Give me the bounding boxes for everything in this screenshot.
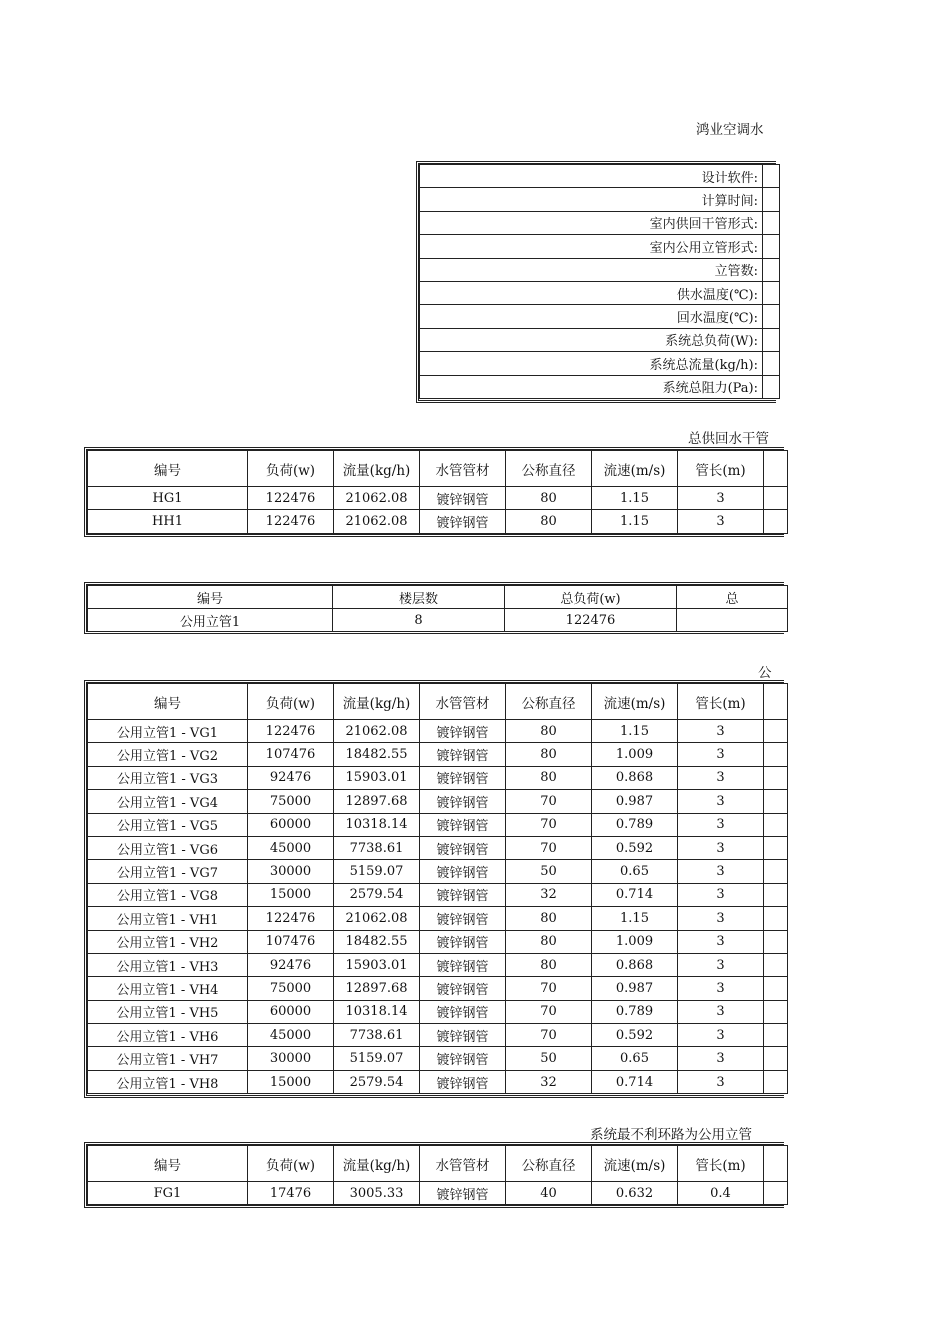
table-cell: 3	[678, 813, 764, 836]
info-row	[420, 165, 780, 188]
table-cell: 0.632	[592, 1182, 678, 1205]
table-cell	[764, 1182, 788, 1205]
table-cell	[764, 813, 788, 836]
table-cell	[764, 1047, 788, 1070]
column-header: 公称直径	[506, 684, 592, 720]
column-header: 管长(m)	[678, 1146, 764, 1182]
worst-loop-box	[84, 1142, 784, 1208]
table-cell	[764, 953, 788, 976]
table-cell: 3	[678, 743, 764, 766]
table-cell: 122476	[248, 487, 334, 510]
table-cell: 80	[506, 953, 592, 976]
table-cell: 1.009	[592, 930, 678, 953]
table-cell: 0.714	[592, 1070, 678, 1093]
table-cell: 5159.07	[334, 860, 420, 883]
table-cell: 21062.08	[334, 487, 420, 510]
table-cell	[764, 977, 788, 1000]
table-cell: 公用立管1 - VG5	[88, 813, 248, 836]
table-cell	[764, 1024, 788, 1047]
info-label: 系统总流量(kg/h):	[420, 352, 763, 375]
table-cell: 2579.54	[334, 883, 420, 906]
table-cell: 1.009	[592, 743, 678, 766]
table-cell: 1.15	[592, 510, 678, 533]
table-cell	[764, 510, 788, 533]
table-cell: 32	[506, 1070, 592, 1093]
table-row	[88, 953, 788, 976]
column-header	[764, 451, 788, 487]
table-cell: 10318.14	[334, 813, 420, 836]
info-value	[763, 211, 780, 234]
riser-pipes-box	[84, 680, 784, 1098]
table-cell: 公用立管1 - VH2	[88, 930, 248, 953]
table-cell: 镀锌钢管	[420, 860, 506, 883]
table-cell: 0.714	[592, 883, 678, 906]
info-label: 室内供回干管形式:	[420, 211, 763, 234]
table-cell	[764, 743, 788, 766]
table-cell: 7738.61	[334, 1024, 420, 1047]
info-value	[763, 328, 780, 351]
table-cell: 75000	[248, 977, 334, 1000]
table-cell: 18482.55	[334, 930, 420, 953]
table-row	[88, 860, 788, 883]
table-cell: 公用立管1 - VH6	[88, 1024, 248, 1047]
table-cell: 镀锌钢管	[420, 720, 506, 743]
system-info-box	[416, 161, 776, 403]
table-cell: 122476	[248, 510, 334, 533]
table-cell: 3	[678, 860, 764, 883]
table-cell: 3	[678, 1000, 764, 1023]
table-cell	[764, 930, 788, 953]
table-cell: 17476	[248, 1182, 334, 1205]
table-cell: 镀锌钢管	[420, 743, 506, 766]
table-cell	[764, 836, 788, 859]
table-cell: 3005.33	[334, 1182, 420, 1205]
column-header: 管长(m)	[678, 451, 764, 487]
table-cell: 镀锌钢管	[420, 977, 506, 1000]
table-cell: 60000	[248, 1000, 334, 1023]
table-cell: 0.4	[678, 1182, 764, 1205]
table-cell: 0.789	[592, 1000, 678, 1023]
table-cell: 镀锌钢管	[420, 930, 506, 953]
table-cell: 2579.54	[334, 1070, 420, 1093]
table-cell: 镀锌钢管	[420, 813, 506, 836]
table-cell: 镀锌钢管	[420, 766, 506, 789]
table-row	[88, 977, 788, 1000]
table-cell: 0.789	[592, 813, 678, 836]
table-cell: 40	[506, 1182, 592, 1205]
system-info-table	[419, 164, 780, 399]
table-cell	[764, 1000, 788, 1023]
table-cell	[764, 883, 788, 906]
table-cell: 镀锌钢管	[420, 953, 506, 976]
table-row	[88, 609, 788, 632]
table-cell: 公用立管1 - VH5	[88, 1000, 248, 1023]
column-header: 总	[677, 586, 788, 609]
table-row	[88, 1070, 788, 1093]
table-cell: 0.987	[592, 977, 678, 1000]
info-value	[763, 258, 780, 281]
table-cell: 公用立管1 - VG2	[88, 743, 248, 766]
column-header: 流速(m/s)	[592, 451, 678, 487]
riser-pipes-table	[87, 683, 788, 1094]
table-cell: 15000	[248, 1070, 334, 1093]
table-cell: 镀锌钢管	[420, 836, 506, 859]
table-cell: 3	[678, 790, 764, 813]
table-cell: 12897.68	[334, 977, 420, 1000]
column-header: 负荷(w)	[248, 1146, 334, 1182]
info-row	[420, 281, 780, 304]
table-cell: 122476	[505, 609, 677, 632]
column-header: 流量(kg/h)	[334, 451, 420, 487]
info-row	[420, 258, 780, 281]
info-label: 立管数:	[420, 258, 763, 281]
table-cell: 80	[506, 487, 592, 510]
table-cell: 公用立管1 - VG4	[88, 790, 248, 813]
info-value	[763, 188, 780, 211]
info-value	[763, 352, 780, 375]
column-header: 水管管材	[420, 451, 506, 487]
table-cell: 镀锌钢管	[420, 1000, 506, 1023]
table-cell: 3	[678, 1070, 764, 1093]
table-cell: 122476	[248, 907, 334, 930]
table-cell	[764, 720, 788, 743]
info-row	[420, 305, 780, 328]
info-row	[420, 211, 780, 234]
column-header: 公称直径	[506, 1146, 592, 1182]
info-value	[763, 281, 780, 304]
table-cell: 30000	[248, 860, 334, 883]
table-cell: 107476	[248, 930, 334, 953]
table-cell: 5159.07	[334, 1047, 420, 1070]
table-row	[88, 1182, 788, 1205]
table-cell: 镀锌钢管	[420, 1182, 506, 1205]
riser-summary-box	[84, 582, 784, 634]
column-header: 负荷(w)	[248, 451, 334, 487]
table-cell: 15000	[248, 883, 334, 906]
report-title: 鸿业空调水	[696, 122, 764, 138]
table-row	[88, 487, 788, 510]
table-row	[88, 1024, 788, 1047]
table-cell: HG1	[88, 487, 248, 510]
info-label: 系统总阻力(Pa):	[420, 375, 763, 398]
table-cell: 80	[506, 510, 592, 533]
table-cell: 70	[506, 790, 592, 813]
column-header: 流速(m/s)	[592, 684, 678, 720]
table-cell: FG1	[88, 1182, 248, 1205]
table-cell: 0.65	[592, 1047, 678, 1070]
table-row	[88, 766, 788, 789]
table-cell: 80	[506, 930, 592, 953]
table-cell: 0.592	[592, 836, 678, 859]
table-cell: 0.592	[592, 1024, 678, 1047]
column-header: 总负荷(w)	[505, 586, 677, 609]
table-cell: 92476	[248, 766, 334, 789]
table-row	[88, 790, 788, 813]
table-cell: 70	[506, 977, 592, 1000]
info-value	[763, 375, 780, 398]
table-cell: 3	[678, 907, 764, 930]
table-cell: 1.15	[592, 720, 678, 743]
table-cell: 32	[506, 883, 592, 906]
info-row	[420, 375, 780, 398]
table-cell: 1.15	[592, 907, 678, 930]
column-header: 编号	[88, 451, 248, 487]
main-pipe-table	[87, 450, 788, 534]
table-cell: 80	[506, 907, 592, 930]
table-cell: 0.987	[592, 790, 678, 813]
table-cell: 21062.08	[334, 510, 420, 533]
column-header: 编号	[88, 684, 248, 720]
table-cell	[677, 609, 788, 632]
column-header: 公称直径	[506, 451, 592, 487]
table-row	[88, 743, 788, 766]
table-cell	[764, 860, 788, 883]
table-cell: 70	[506, 813, 592, 836]
table-cell: 3	[678, 766, 764, 789]
table-cell	[764, 907, 788, 930]
table-cell: 镀锌钢管	[420, 510, 506, 533]
table-cell: 公用立管1 - VG1	[88, 720, 248, 743]
column-header: 流量(kg/h)	[334, 684, 420, 720]
column-header	[764, 684, 788, 720]
info-label: 设计软件:	[420, 165, 763, 188]
table-cell: 70	[506, 1024, 592, 1047]
table-cell: 45000	[248, 836, 334, 859]
column-header	[764, 1146, 788, 1182]
table-cell: 镀锌钢管	[420, 883, 506, 906]
table-cell: 75000	[248, 790, 334, 813]
table-cell: 18482.55	[334, 743, 420, 766]
worst-loop-table	[87, 1145, 788, 1205]
table-cell: 3	[678, 930, 764, 953]
table-cell: 30000	[248, 1047, 334, 1070]
table-cell: 21062.08	[334, 720, 420, 743]
table-cell: 3	[678, 510, 764, 533]
info-row	[420, 188, 780, 211]
table-cell: 0.65	[592, 860, 678, 883]
table-cell: 45000	[248, 1024, 334, 1047]
table-cell: 公用立管1	[88, 609, 333, 632]
table-cell: 12897.68	[334, 790, 420, 813]
table-cell: 公用立管1 - VG6	[88, 836, 248, 859]
table-cell: 公用立管1 - VH8	[88, 1070, 248, 1093]
table-cell: 公用立管1 - VH1	[88, 907, 248, 930]
info-label: 供水温度(℃):	[420, 281, 763, 304]
column-header: 水管管材	[420, 684, 506, 720]
table-cell: 3	[678, 977, 764, 1000]
table-cell: 3	[678, 487, 764, 510]
table-row	[88, 813, 788, 836]
info-row	[420, 235, 780, 258]
table-cell: 10318.14	[334, 1000, 420, 1023]
column-header: 水管管材	[420, 1146, 506, 1182]
table-cell: 15903.01	[334, 766, 420, 789]
table-cell: 公用立管1 - VH7	[88, 1047, 248, 1070]
table-cell: 3	[678, 883, 764, 906]
table-cell: 镀锌钢管	[420, 790, 506, 813]
table-row	[88, 907, 788, 930]
table-cell: 镀锌钢管	[420, 487, 506, 510]
table-cell	[764, 1070, 788, 1093]
riser-pipes-caption: 公	[758, 665, 772, 681]
table-cell: 镀锌钢管	[420, 907, 506, 930]
table-cell: 镀锌钢管	[420, 1024, 506, 1047]
table-cell: 107476	[248, 743, 334, 766]
table-row	[88, 720, 788, 743]
info-label: 计算时间:	[420, 188, 763, 211]
table-cell: 公用立管1 - VG8	[88, 883, 248, 906]
table-cell: 80	[506, 743, 592, 766]
table-cell: 3	[678, 1024, 764, 1047]
table-cell: 60000	[248, 813, 334, 836]
table-row	[88, 883, 788, 906]
column-header: 编号	[88, 586, 333, 609]
main-pipe-caption: 总供回水干管	[688, 431, 769, 447]
column-header: 楼层数	[333, 586, 505, 609]
table-cell: 50	[506, 860, 592, 883]
riser-summary-table	[87, 585, 788, 632]
table-cell: 7738.61	[334, 836, 420, 859]
table-cell: 公用立管1 - VG3	[88, 766, 248, 789]
info-label: 室内公用立管形式:	[420, 235, 763, 258]
table-cell: 80	[506, 766, 592, 789]
column-header: 负荷(w)	[248, 684, 334, 720]
table-cell: 8	[333, 609, 505, 632]
table-cell: 92476	[248, 953, 334, 976]
table-row	[88, 836, 788, 859]
table-row	[88, 1047, 788, 1070]
worst-loop-caption: 系统最不利环路为公用立管	[590, 1127, 752, 1143]
column-header: 管长(m)	[678, 684, 764, 720]
info-label: 回水温度(℃):	[420, 305, 763, 328]
table-cell: 70	[506, 836, 592, 859]
table-row	[88, 930, 788, 953]
table-cell: 3	[678, 720, 764, 743]
table-cell: 公用立管1 - VG7	[88, 860, 248, 883]
column-header: 流速(m/s)	[592, 1146, 678, 1182]
table-cell: 公用立管1 - VH3	[88, 953, 248, 976]
table-cell: 1.15	[592, 487, 678, 510]
table-cell: 3	[678, 1047, 764, 1070]
table-cell: HH1	[88, 510, 248, 533]
table-cell	[764, 487, 788, 510]
main-pipe-box	[84, 447, 784, 537]
table-row	[88, 1000, 788, 1023]
table-cell: 0.868	[592, 766, 678, 789]
table-cell	[764, 766, 788, 789]
column-header: 流量(kg/h)	[334, 1146, 420, 1182]
table-cell: 15903.01	[334, 953, 420, 976]
table-cell: 0.868	[592, 953, 678, 976]
table-cell: 镀锌钢管	[420, 1047, 506, 1070]
table-cell: 80	[506, 720, 592, 743]
info-row	[420, 352, 780, 375]
table-cell: 122476	[248, 720, 334, 743]
table-row	[88, 510, 788, 533]
info-label: 系统总负荷(W):	[420, 328, 763, 351]
table-cell: 21062.08	[334, 907, 420, 930]
table-cell: 70	[506, 1000, 592, 1023]
info-value	[763, 165, 780, 188]
info-value	[763, 305, 780, 328]
table-cell: 50	[506, 1047, 592, 1070]
table-cell: 3	[678, 953, 764, 976]
column-header: 编号	[88, 1146, 248, 1182]
table-cell: 镀锌钢管	[420, 1070, 506, 1093]
table-cell: 3	[678, 836, 764, 859]
table-cell	[764, 790, 788, 813]
info-value	[763, 235, 780, 258]
table-cell: 公用立管1 - VH4	[88, 977, 248, 1000]
info-row	[420, 328, 780, 351]
